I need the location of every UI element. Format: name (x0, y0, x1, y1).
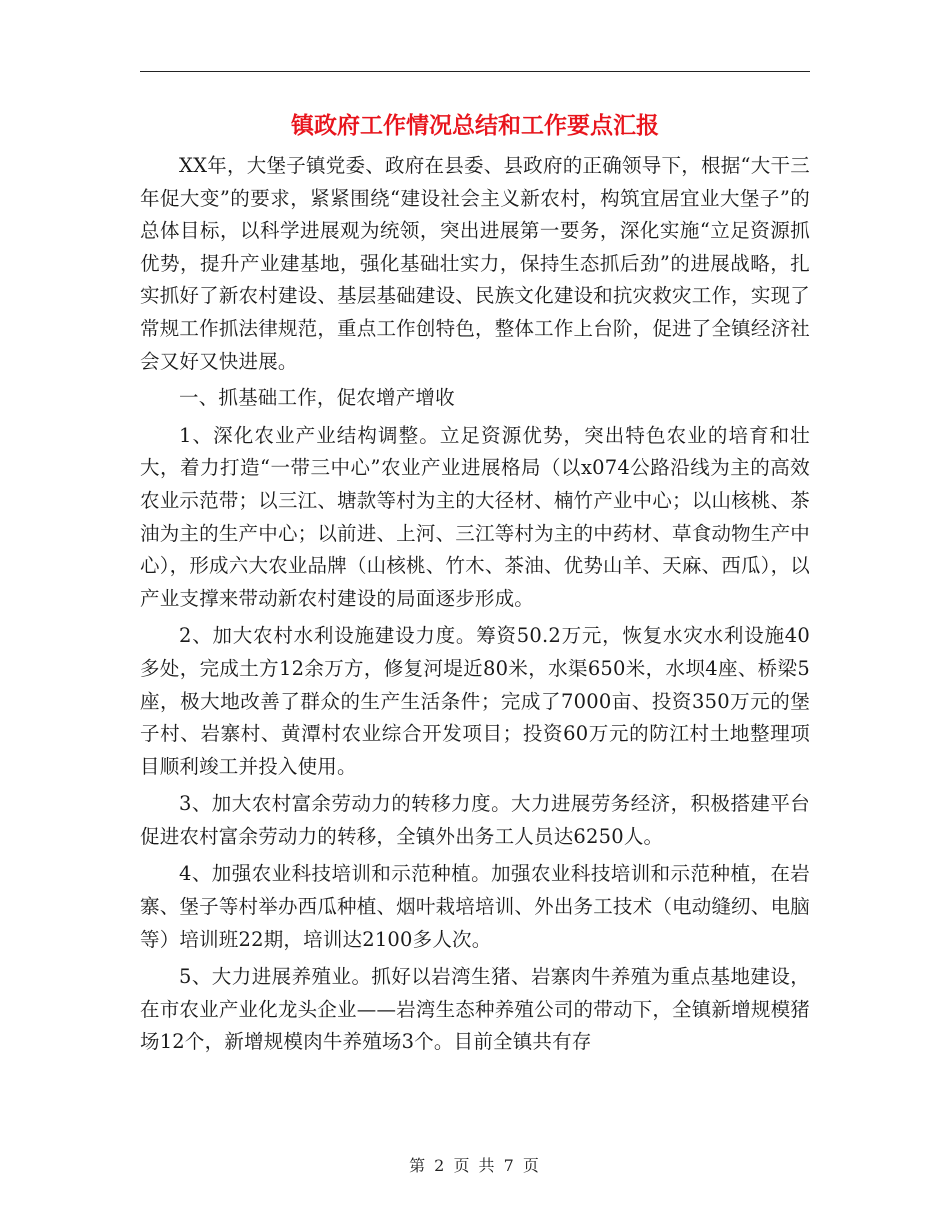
document-title: 镇政府工作情况总结和工作要点汇报 (291, 112, 659, 139)
item-paragraph-4: 4、加强农业科技培训和示范种植。加强农业科技培训和示范种植，在岩寨、堡子等村举办西瓜种植、烟叶栽培培训、外出务工技术（电动缝纫、电脑等）培训班22期，培训达2100多人次。 (140, 862, 810, 951)
item-paragraph-1: 1、深化农业产业结构调整。立足资源优势，突出特色农业的培育和壮大，着力打造“一带三中心”农业产业进展格局（以x074公路沿线为主的高效农业示范带；以三江、塘款等村为主的大径材、楠竹产业中心；以山核桃、茶油为主的生产中心；以前进、上河、三江等村为主的中药材、草食动物生产中心），形成六大农业品牌（山核桃、竹木、茶油、优势山羊、天麻、西瓜），以产业支撑来带动新农村建设的局面逐步形成。 (140, 423, 811, 610)
item-paragraph-2: 2、加大农村水利设施建设力度。筹资50.2万元，恢复水灾水利设施40多处，完成土方12余万方，修复河堤近80米，水渠650米，水坝4座、桥梁5座，极大地改善了群众的生产生活条件；完成了7000亩、投资350万元的堡子村、岩寨村、黄潭村农业综合开发项目；投资60万元的防江村土地整理项目顺利竣工并投入使用。 (140, 624, 810, 778)
page-number: 第 2 页 共 7 页 (409, 1156, 541, 1175)
header-rule (140, 71, 810, 72)
item-paragraph-3: 3、加大农村富余劳动力的转移力度。大力进展劳务经济，积极搭建平台促进农村富余劳动力的转移，全镇外出务工人员达6250人。 (140, 792, 810, 848)
item-paragraph-5: 5、大力进展养殖业。抓好以岩湾生猪、岩寨肉牛养殖为重点基地建设，在市农业产业化龙头企业——岩湾生态种养殖公司的带动下，全镇新增规模猪场12个，新增规模肉牛养殖场3个。目前全镇共有存 (140, 965, 810, 1054)
document-body (140, 150, 810, 1059)
section-heading: 一、抓基础工作，促农增产增收 (179, 386, 455, 410)
intro-paragraph: XX年，大堡子镇党委、政府在县委、县政府的正确领导下，根据“大干三年促大变”的要求，紧紧围绕“建设社会主义新农村，构筑宜居宜业大堡子”的总体目标，以科学进展观为统领，突出进展第一要务，深化实施“立足资源抓优势，提升产业建基地，强化基础壮实力，保持生态抓后劲”的进展战略，扎实抓好了新农村建设、基层基础建设、民族文化建设和抗灾救灾工作，实现了常规工作抓法律规范，重点工作创特色，整体工作上台阶，促进了全镇经济社会又好又快进展。 (140, 154, 810, 373)
